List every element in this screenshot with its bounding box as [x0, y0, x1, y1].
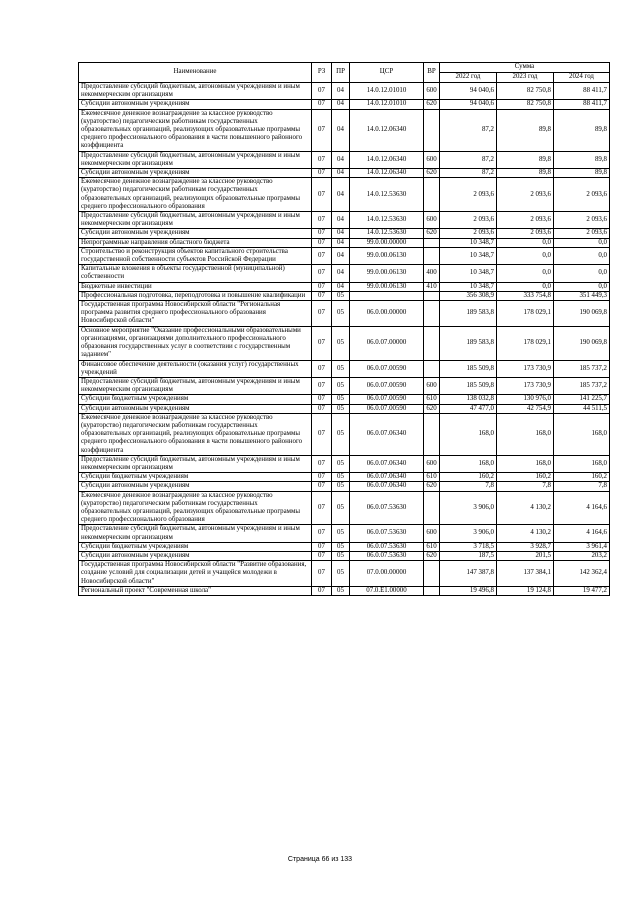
cell-2022: 3 906,0 — [440, 491, 497, 525]
cell-vr — [424, 491, 440, 525]
cell-vr: 620 — [424, 169, 440, 178]
table-row — [79, 360, 610, 377]
cell-vr — [424, 301, 440, 327]
cell-2022: 3 906,0 — [440, 525, 497, 542]
cell-csr: 99.0.00.06130 — [350, 265, 424, 282]
cell-name: Основное мероприятие "Оказание профессиональными образовательными организациями, организациями дополнительного профессионального образования государственных услуг в соответствии с государственным заданием" — [79, 326, 312, 360]
cell-vr: 610 — [424, 542, 440, 551]
cell-vr: 620 — [424, 551, 440, 560]
table-row — [79, 455, 610, 472]
cell-csr: 99.0.00.06130 — [350, 247, 424, 264]
table-row — [79, 326, 610, 360]
cell-2022: 10 348,7 — [440, 282, 497, 291]
cell-csr: 06.0.07.06340 — [350, 473, 424, 482]
cell-name: Субсидии автономным учреждениям — [79, 551, 312, 560]
cell-2022: 87,2 — [440, 169, 497, 178]
cell-2024: 141 225,7 — [554, 395, 610, 404]
cell-2022: 147 387,8 — [440, 561, 497, 587]
cell-2022: 10 348,7 — [440, 265, 497, 282]
cell-2023: 82 750,8 — [497, 100, 554, 109]
cell-2022: 87,2 — [440, 151, 497, 168]
cell-2023: 178 029,1 — [497, 301, 554, 327]
cell-vr: 410 — [424, 282, 440, 291]
cell-pr: 04 — [332, 229, 350, 238]
cell-2023: 42 754,9 — [497, 404, 554, 413]
cell-pr: 05 — [332, 395, 350, 404]
cell-2024: 168,0 — [554, 455, 610, 472]
cell-pr: 05 — [332, 525, 350, 542]
cell-csr: 99.0.00.06130 — [350, 282, 424, 291]
cell-pr: 05 — [332, 542, 350, 551]
cell-pr: 05 — [332, 482, 350, 491]
cell-name: Субсидии бюджетным учреждениям — [79, 395, 312, 404]
cell-2023: 178 029,1 — [497, 326, 554, 360]
cell-rz: 07 — [312, 377, 332, 394]
cell-name: Субсидии автономным учреждениям — [79, 229, 312, 238]
cell-2024: 160,2 — [554, 473, 610, 482]
cell-2024: 168,0 — [554, 413, 610, 455]
cell-name: Профессиональная подготовка, переподготовка и повышение квалификации — [79, 291, 312, 300]
cell-2023: 89,8 — [497, 109, 554, 151]
cell-2023: 2 093,6 — [497, 229, 554, 238]
cell-csr: 14.0.12.53630 — [350, 212, 424, 229]
cell-2023: 89,8 — [497, 169, 554, 178]
header-year-2023: 2023 год — [497, 73, 554, 83]
cell-2024: 89,8 — [554, 169, 610, 178]
cell-name: Субсидии автономным учреждениям — [79, 169, 312, 178]
cell-2022: 187,5 — [440, 551, 497, 560]
cell-2022: 7,8 — [440, 482, 497, 491]
cell-vr: 610 — [424, 473, 440, 482]
cell-csr: 99.0.00.00000 — [350, 238, 424, 247]
cell-name: Государственная программа Новосибирской области "Региональная программа развития среднего профессионального образования Новосибирской области" — [79, 301, 312, 327]
cell-name: Бюджетные инвестиции — [79, 282, 312, 291]
cell-2024: 185 737,2 — [554, 360, 610, 377]
table-row — [79, 473, 610, 482]
cell-vr — [424, 238, 440, 247]
cell-name: Субсидии автономным учреждениям — [79, 404, 312, 413]
cell-csr: 14.0.12.06340 — [350, 109, 424, 151]
cell-pr: 04 — [332, 282, 350, 291]
cell-rz: 07 — [312, 395, 332, 404]
cell-rz: 07 — [312, 282, 332, 291]
cell-2022: 168,0 — [440, 455, 497, 472]
table-row — [79, 83, 610, 100]
cell-2024: 0,0 — [554, 247, 610, 264]
cell-2023: 130 976,0 — [497, 395, 554, 404]
cell-name: Субсидии автономным учреждениям — [79, 482, 312, 491]
cell-2024: 44 511,5 — [554, 404, 610, 413]
cell-2022: 185 509,8 — [440, 360, 497, 377]
cell-csr: 06.0.07.00590 — [350, 360, 424, 377]
cell-2024: 0,0 — [554, 282, 610, 291]
cell-pr: 05 — [332, 473, 350, 482]
cell-vr: 620 — [424, 404, 440, 413]
cell-pr: 05 — [332, 586, 350, 595]
cell-rz: 07 — [312, 265, 332, 282]
cell-2022: 47 477,0 — [440, 404, 497, 413]
cell-name: Ежемесячное денежное вознаграждение за классное руководство (кураторство) педагогическим работникам государственных образовательных организаций, реализующих образовательные программы среднего профессионального образования — [79, 491, 312, 525]
cell-vr — [424, 326, 440, 360]
cell-rz: 07 — [312, 491, 332, 525]
cell-name: Государственная программа Новосибирской области "Развитие образования, создание условий для социализации детей и учащейся молодежи в Новосибирской области" — [79, 561, 312, 587]
cell-rz: 07 — [312, 178, 332, 212]
table-row — [79, 586, 610, 595]
cell-csr: 14.0.12.53630 — [350, 229, 424, 238]
table-row — [79, 395, 610, 404]
cell-2022: 87,2 — [440, 109, 497, 151]
cell-name: Ежемесячное денежное вознаграждение за классное руководство (кураторство) педагогическим работникам государственных образовательных организаций, реализующих образовательные программы среднего профессионального образования в части повышенного районного коэффициента — [79, 413, 312, 455]
cell-pr: 04 — [332, 169, 350, 178]
cell-vr — [424, 360, 440, 377]
cell-vr: 600 — [424, 525, 440, 542]
cell-name: Предоставление субсидий бюджетным, автономным учреждениям и иным некоммерческим организациям — [79, 83, 312, 100]
cell-vr: 620 — [424, 100, 440, 109]
cell-2024: 4 164,6 — [554, 491, 610, 525]
cell-2024: 185 737,2 — [554, 377, 610, 394]
cell-name: Предоставление субсидий бюджетным, автономным учреждениям и иным некоммерческим организациям — [79, 455, 312, 472]
cell-2024: 3 961,4 — [554, 542, 610, 551]
cell-rz: 07 — [312, 482, 332, 491]
cell-name: Предоставление субсидий бюджетным, автономным учреждениям и иным некоммерческим организациям — [79, 151, 312, 168]
cell-2024: 203,2 — [554, 551, 610, 560]
cell-2023: 89,8 — [497, 151, 554, 168]
cell-2023: 168,0 — [497, 455, 554, 472]
cell-rz: 07 — [312, 291, 332, 300]
page-footer: Страница 66 из 133 — [287, 856, 353, 863]
cell-name: Предоставление субсидий бюджетным, автономным учреждениям и иным некоммерческим организациям — [79, 377, 312, 394]
cell-vr — [424, 109, 440, 151]
table-row — [79, 551, 610, 560]
cell-vr — [424, 247, 440, 264]
budget-table — [78, 62, 610, 596]
table-row — [79, 301, 610, 327]
cell-rz: 07 — [312, 360, 332, 377]
cell-2022: 2 093,6 — [440, 212, 497, 229]
cell-csr: 06.0.07.53630 — [350, 551, 424, 560]
cell-2023: 19 124,8 — [497, 586, 554, 595]
table-row — [79, 229, 610, 238]
cell-csr: 06.0.07.06340 — [350, 413, 424, 455]
cell-csr: 14.0.12.53630 — [350, 178, 424, 212]
cell-rz: 07 — [312, 586, 332, 595]
cell-2022: 3 718,5 — [440, 542, 497, 551]
table-row — [79, 109, 610, 151]
cell-pr: 05 — [332, 561, 350, 587]
cell-2022: 10 348,7 — [440, 238, 497, 247]
header-year-2022: 2022 год — [440, 73, 497, 83]
table-row — [79, 482, 610, 491]
cell-2023: 4 130,2 — [497, 491, 554, 525]
header-sum: Сумма — [440, 63, 610, 73]
table-row — [79, 377, 610, 394]
cell-2024: 0,0 — [554, 238, 610, 247]
cell-2022: 189 583,8 — [440, 326, 497, 360]
header-csr: ЦСР — [350, 63, 424, 83]
cell-2024: 142 362,4 — [554, 561, 610, 587]
cell-rz: 07 — [312, 83, 332, 100]
table-row — [79, 525, 610, 542]
table-row — [79, 247, 610, 264]
cell-name: Субсидии бюджетным учреждениям — [79, 473, 312, 482]
cell-2023: 173 730,9 — [497, 360, 554, 377]
cell-pr: 04 — [332, 151, 350, 168]
cell-2022: 356 308,9 — [440, 291, 497, 300]
cell-2024: 0,0 — [554, 265, 610, 282]
table-row — [79, 291, 610, 300]
cell-vr — [424, 178, 440, 212]
cell-name: Строительство и реконструкция объектов капитального строительства государственной собственности субъектов Российской Федерации — [79, 247, 312, 264]
cell-vr — [424, 561, 440, 587]
cell-2024: 89,8 — [554, 109, 610, 151]
cell-csr — [350, 291, 424, 300]
cell-2024: 88 411,7 — [554, 100, 610, 109]
cell-name: Субсидии бюджетным учреждениям — [79, 542, 312, 551]
cell-csr: 06.0.07.00590 — [350, 404, 424, 413]
header-name: Наименование — [79, 63, 312, 83]
cell-2023: 137 384,1 — [497, 561, 554, 587]
cell-2023: 168,0 — [497, 413, 554, 455]
cell-2022: 168,0 — [440, 413, 497, 455]
cell-2024: 2 093,6 — [554, 212, 610, 229]
cell-vr: 610 — [424, 395, 440, 404]
cell-2022: 138 032,8 — [440, 395, 497, 404]
cell-2023: 160,2 — [497, 473, 554, 482]
cell-vr: 600 — [424, 83, 440, 100]
cell-pr: 05 — [332, 491, 350, 525]
cell-pr: 04 — [332, 83, 350, 100]
cell-csr: 06.0.07.06340 — [350, 455, 424, 472]
cell-2023: 2 093,6 — [497, 178, 554, 212]
cell-name: Ежемесячное денежное вознаграждение за классное руководство (кураторство) педагогическим работникам государственных образовательных организаций, реализующих образовательные программы среднего профессионального образования — [79, 178, 312, 212]
cell-pr: 04 — [332, 178, 350, 212]
cell-pr: 04 — [332, 109, 350, 151]
cell-csr: 14.0.12.01010 — [350, 100, 424, 109]
cell-vr — [424, 291, 440, 300]
cell-2022: 2 093,6 — [440, 229, 497, 238]
cell-name: Предоставление субсидий бюджетным, автономным учреждениям и иным некоммерческим организациям — [79, 212, 312, 229]
table-row — [79, 491, 610, 525]
table-row — [79, 100, 610, 109]
cell-pr: 04 — [332, 265, 350, 282]
cell-rz: 07 — [312, 229, 332, 238]
cell-vr: 620 — [424, 229, 440, 238]
cell-2024: 190 069,8 — [554, 326, 610, 360]
cell-vr: 600 — [424, 212, 440, 229]
cell-2023: 0,0 — [497, 265, 554, 282]
cell-pr: 05 — [332, 404, 350, 413]
table-row — [79, 413, 610, 455]
cell-vr: 600 — [424, 151, 440, 168]
cell-pr: 05 — [332, 377, 350, 394]
cell-2022: 2 093,6 — [440, 178, 497, 212]
cell-2023: 4 130,2 — [497, 525, 554, 542]
cell-csr: 06.0.07.53630 — [350, 542, 424, 551]
cell-name: Непрограммные направления областного бюджета — [79, 238, 312, 247]
cell-csr: 06.0.07.53630 — [350, 491, 424, 525]
cell-2022: 160,2 — [440, 473, 497, 482]
cell-csr: 06.0.07.00590 — [350, 395, 424, 404]
cell-2023: 201,5 — [497, 551, 554, 560]
cell-pr: 05 — [332, 413, 350, 455]
cell-rz: 07 — [312, 561, 332, 587]
cell-pr: 05 — [332, 301, 350, 327]
cell-vr: 600 — [424, 377, 440, 394]
cell-2023: 7,8 — [497, 482, 554, 491]
cell-pr: 05 — [332, 455, 350, 472]
cell-rz: 07 — [312, 525, 332, 542]
cell-2022: 10 348,7 — [440, 247, 497, 264]
table-row — [79, 404, 610, 413]
cell-name: Финансовое обеспечение деятельности (оказания услуг) государственных учреждений — [79, 360, 312, 377]
cell-2022: 189 583,8 — [440, 301, 497, 327]
cell-2023: 173 730,9 — [497, 377, 554, 394]
cell-rz: 07 — [312, 542, 332, 551]
cell-rz: 07 — [312, 551, 332, 560]
header-year-2024: 2024 год — [554, 73, 610, 83]
table-row — [79, 542, 610, 551]
table-row — [79, 169, 610, 178]
cell-2022: 94 040,6 — [440, 100, 497, 109]
cell-2022: 19 496,8 — [440, 586, 497, 595]
cell-2023: 0,0 — [497, 238, 554, 247]
cell-rz: 07 — [312, 455, 332, 472]
cell-rz: 07 — [312, 169, 332, 178]
cell-2023: 0,0 — [497, 282, 554, 291]
table-row — [79, 151, 610, 168]
cell-rz: 07 — [312, 473, 332, 482]
cell-2024: 351 449,3 — [554, 291, 610, 300]
cell-rz: 07 — [312, 151, 332, 168]
cell-2022: 94 040,6 — [440, 83, 497, 100]
cell-rz: 07 — [312, 212, 332, 229]
cell-rz: 07 — [312, 100, 332, 109]
cell-csr: 06.0.07.06340 — [350, 482, 424, 491]
table-row — [79, 212, 610, 229]
cell-2024: 19 477,2 — [554, 586, 610, 595]
cell-vr: 620 — [424, 482, 440, 491]
cell-csr: 14.0.12.06340 — [350, 151, 424, 168]
cell-csr: 06.0.07.00590 — [350, 377, 424, 394]
cell-2024: 7,8 — [554, 482, 610, 491]
cell-2024: 89,8 — [554, 151, 610, 168]
cell-csr: 06.0.00.00000 — [350, 301, 424, 327]
table-body — [79, 83, 610, 596]
cell-pr: 04 — [332, 247, 350, 264]
cell-csr: 07.0.00.00000 — [350, 561, 424, 587]
cell-pr: 04 — [332, 100, 350, 109]
cell-2023: 82 750,8 — [497, 83, 554, 100]
cell-rz: 07 — [312, 109, 332, 151]
cell-pr: 05 — [332, 360, 350, 377]
cell-2023: 333 754,8 — [497, 291, 554, 300]
cell-vr — [424, 586, 440, 595]
cell-2024: 2 093,6 — [554, 178, 610, 212]
cell-rz: 07 — [312, 301, 332, 327]
table-row — [79, 282, 610, 291]
table-row — [79, 178, 610, 212]
cell-csr: 07.0.E1.00000 — [350, 586, 424, 595]
cell-vr — [424, 413, 440, 455]
cell-2023: 2 093,6 — [497, 212, 554, 229]
header-rz: РЗ — [312, 63, 332, 83]
cell-csr: 14.0.12.06340 — [350, 169, 424, 178]
cell-pr: 05 — [332, 291, 350, 300]
cell-vr: 400 — [424, 265, 440, 282]
cell-name: Предоставление субсидий бюджетным, автономным учреждениям и иным некоммерческим организациям — [79, 525, 312, 542]
cell-rz: 07 — [312, 247, 332, 264]
table-row — [79, 265, 610, 282]
cell-csr: 14.0.12.01010 — [350, 83, 424, 100]
cell-pr: 05 — [332, 551, 350, 560]
table-row — [79, 561, 610, 587]
cell-csr: 06.0.07.00000 — [350, 326, 424, 360]
cell-2024: 4 164,6 — [554, 525, 610, 542]
cell-2023: 0,0 — [497, 247, 554, 264]
cell-pr: 04 — [332, 238, 350, 247]
cell-pr: 05 — [332, 326, 350, 360]
cell-2024: 190 069,8 — [554, 301, 610, 327]
cell-rz: 07 — [312, 238, 332, 247]
cell-2023: 3 928,7 — [497, 542, 554, 551]
cell-pr: 04 — [332, 212, 350, 229]
cell-2022: 185 509,8 — [440, 377, 497, 394]
cell-csr: 06.0.07.53630 — [350, 525, 424, 542]
cell-rz: 07 — [312, 326, 332, 360]
cell-2024: 88 411,7 — [554, 83, 610, 100]
cell-rz: 07 — [312, 404, 332, 413]
cell-2024: 2 093,6 — [554, 229, 610, 238]
cell-name: Субсидии автономным учреждениям — [79, 100, 312, 109]
header-pr: ПР — [332, 63, 350, 83]
cell-rz: 07 — [312, 413, 332, 455]
cell-name: Региональный проект "Современная школа" — [79, 586, 312, 595]
table-row — [79, 238, 610, 247]
header-vr: ВР — [424, 63, 440, 83]
cell-vr: 600 — [424, 455, 440, 472]
cell-name: Капитальные вложения в объекты государственной (муниципальной) собственности — [79, 265, 312, 282]
cell-name: Ежемесячное денежное вознаграждение за классное руководство (кураторство) педагогическим работникам государственных образовательных организаций, реализующих образовательные программы среднего профессионального образования в части повышенного районного коэффициента — [79, 109, 312, 151]
